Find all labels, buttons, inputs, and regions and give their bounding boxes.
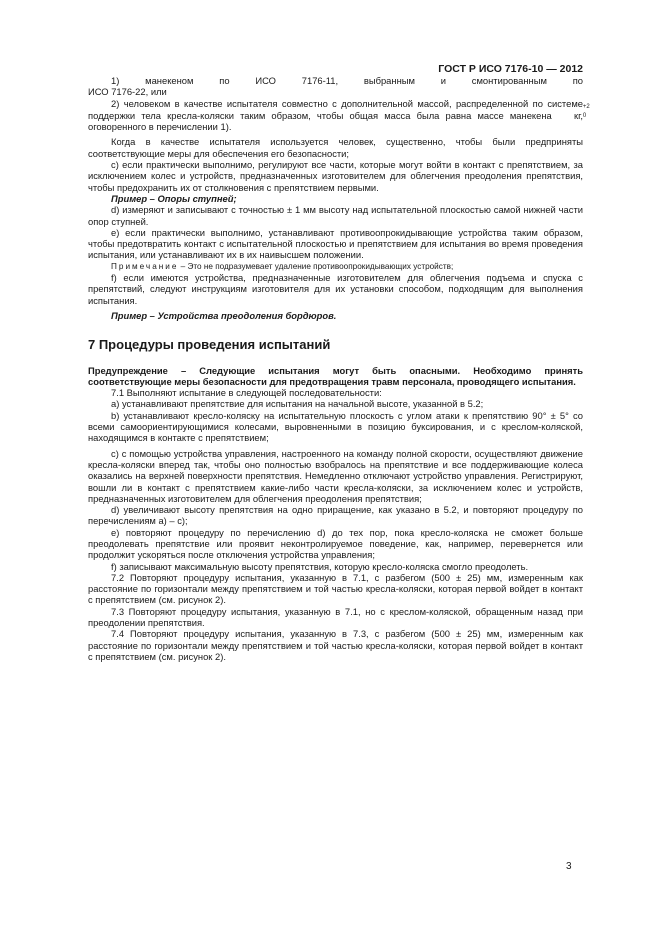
tolerance-lower: 0: [582, 112, 587, 119]
item-1-line-2: ИСО 7176-22, или: [88, 86, 167, 98]
clause-7-1-b: b) устанавливают кресло-коляску на испытательную плоскость с углом атаки к препятствию 90° ± 5° со всеми самоориентирующимися колесами, выровненными в позицию буксирования, и с креслом-коляской, находящимся в контакте с препятствием;: [88, 409, 583, 444]
clause-7-1-c: c) с помощью устройства управления, настроенного на команду полной скорости, осуществляют движение кресла-коляски вперед так, чтобы оно полностью взобралось на препятствие и все поддерживающие колеса оказались на верхней поверхности препятствия. Немедленно отключают устройство управления. Регистрируют, вошли ли в контакт с препятствием какие-либо части кресла-коляски, за исключением колес и устройств, предназначенных изготовителем для облегчения преодоления препятствия;: [88, 447, 583, 504]
item-1-line-1: 1) манекеном по ИСО 7176-11, выбранным и смонтированным по: [111, 75, 583, 86]
item-f: f) если имеются устройства, предназначенные изготовителем для облегчения подъема и спуска с препятствий, следуют инструкциям изготовителя для их установки способом, подходящим для выполнения испытания.: [88, 272, 583, 306]
item-2-text: 2) человеком в качестве испытателя совместно с дополнительной массой, распределенной по системе поддержки тела кресла-коляски таким образом, чтобы общая масса была равна массе манекена: [88, 97, 583, 121]
clause-7-1-d: d) увеличивают высоту препятствия на одно приращение, как указано в 5.2, и повторяют процедуру по перечислениям a) – c);: [88, 504, 583, 527]
note: [88, 261, 583, 272]
section-7-title: 7 Процедуры проведения испытаний: [88, 337, 331, 353]
clause-7-1-e: e) повторяют процедуру по перечислению d) до тех пор, пока кресло-коляска не сможет больше преодолевать препятствие или проявит неконтролируемое поведение, как, например, перевернется или продолжит ускоряться после отключения устройства управления;: [88, 526, 583, 561]
clause-7-1-a: a) устанавливают препятствие для испытания на начальной высоте, указанной в 5.2;: [111, 398, 484, 410]
clause-7-1: 7.1 Выполняют испытание в следующей последовательности:: [111, 387, 382, 399]
tolerance-upper: +2: [582, 103, 590, 110]
item-d: d) измеряют и записывают с точностью ± 1 мм высоту над испытательной плоскостью самой нижней части опор ступней.: [88, 204, 583, 227]
item-2: [88, 97, 590, 133]
document-header: ГОСТ Р ИСО 7176-10 — 2012: [438, 63, 583, 75]
warning-paragraph: Предупреждение – Следующие испытания могут быть опасными. Необходимо принять соответствующие меры безопасности для предотвращения травм персонала, проводящего испытания.: [88, 364, 583, 387]
example-foot-supports: Пример – Опоры ступней;: [111, 192, 237, 204]
example-curb-devices: Пример – Устройства преодоления бордюров.: [111, 309, 337, 321]
tolerance-mark: [558, 103, 590, 119]
note-label: Примечание: [111, 261, 179, 271]
clause-7-2: 7.2 Повторяют процедуру испытания, указанную в 7.1, с разбегом (500 ± 25) мм, измеренным как расстояние по горизонтали между препятствием и той частью кресла-коляски, которая первой войдет в контакт с препятствием (см. рисунок 2).: [88, 571, 583, 606]
item-c: c) если практически выполнимо, регулируют все части, которые могут войти в контакт с препятствием, за исключением колес и устройств, предназначенных изготовителем для облегчения преодоления препятствия, чтобы предохранить их от столкновения с препятствием первыми.: [88, 159, 583, 193]
item-e: e) если практически выполнимо, устанавливают противоопрокидывающие устройства таким образом, чтобы предотвратить контакт с испытательной плоскостью и препятствием для испытания во время проведения испытания, или устанавливают их в их наивысшем положении.: [88, 226, 583, 261]
clause-7-1-f: f) записывают максимальную высоту препятствия, которую кресло-коляска смогло преодолеть.: [111, 560, 529, 572]
clause-7-3: 7.3 Повторяют процедуру испытания, указанную в 7.1, но с креслом-коляской, обращенным назад при преодолении препятствия.: [88, 605, 583, 629]
page-number: 3: [566, 861, 572, 872]
note-text: – Это не подразумевает удаление противоопрокидывающих устройств;: [178, 261, 454, 271]
safety-paragraph: Когда в качестве испытателя используется человек, существенно, чтобы были предприняты соответствующие меры для обеспечения его безопасности;: [88, 136, 583, 159]
clause-7-4: 7.4 Повторяют процедуру испытания, указанную в 7.3, с разбегом (500 ± 25) мм, измеренным как расстояние по горизонтали между препятствием и той частью кресла-коляски, которая первой войдет в контакт с препятствием (см. рисунок 2).: [88, 628, 583, 662]
page-content: [88, 75, 590, 662]
item-2-tail: кг, оговоренного в перечислении 1).: [88, 109, 583, 133]
